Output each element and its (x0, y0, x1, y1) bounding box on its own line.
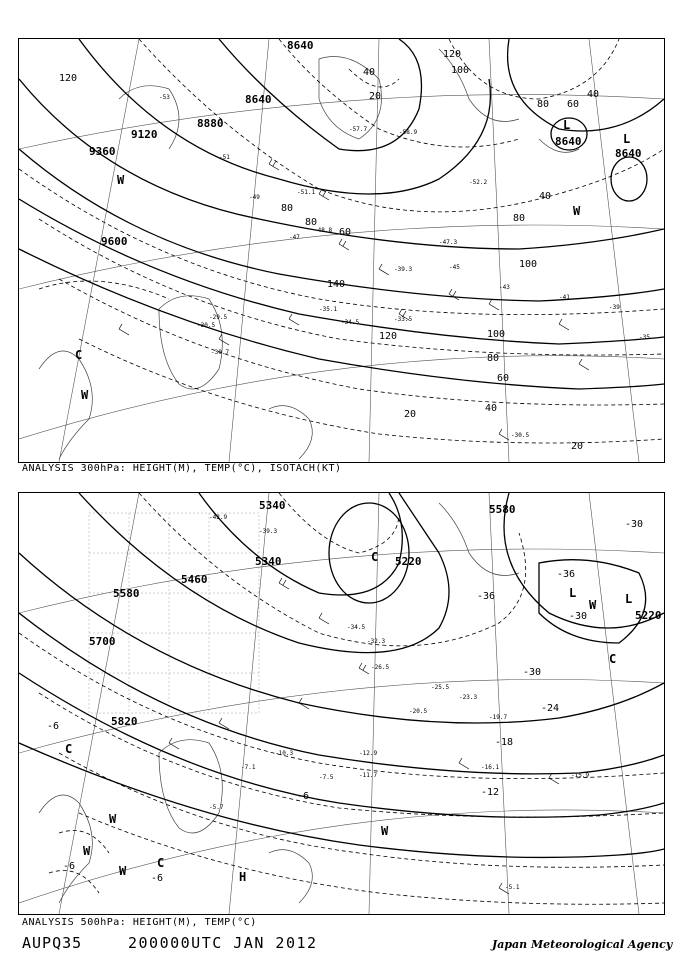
station-temp: -11.7 (359, 772, 378, 779)
station-temp: -34.5 (341, 319, 360, 326)
isotach-label: 80 (305, 217, 318, 228)
station-temp: -41 (559, 294, 570, 301)
station-temp: -5.1 (505, 884, 520, 891)
height-label: 5340 (255, 555, 282, 568)
pressure-center-label: H (239, 870, 247, 884)
station-temp: -30.5 (511, 432, 530, 439)
station-temp: -39 (609, 304, 620, 311)
isotach-label: 120 (379, 331, 398, 342)
height-label: 9600 (101, 235, 128, 248)
height-label: 5580 (113, 587, 140, 600)
pressure-center-label: W (381, 824, 389, 838)
height-label: 5700 (89, 635, 116, 648)
isotach-label: 40 (539, 191, 552, 202)
station-temp: -39.3 (394, 266, 413, 273)
pressure-center-label: C (157, 856, 165, 870)
map-300hpa (18, 38, 665, 463)
height-label: 8640 (245, 93, 272, 106)
pressure-center-label: C (609, 652, 617, 666)
pressure-center-label: L (623, 132, 631, 146)
station-temp: -48.8 (314, 227, 333, 234)
station-temp: -23.3 (459, 694, 478, 701)
isotach-label: 20 (369, 91, 382, 102)
station-temp: -53 (159, 94, 170, 101)
station-temp: -25.5 (431, 684, 450, 691)
station-temp: -29.5 (209, 314, 228, 321)
caption-500hpa: ANALYSIS 500hPa: HEIGHT(M), TEMP(°C) (22, 917, 257, 928)
pressure-center-group-500 (65, 550, 632, 884)
isotach-label: 120 (443, 49, 462, 60)
map-500hpa-canvas (19, 493, 664, 914)
station-temp: -15.9 (571, 772, 590, 779)
chart-code: AUPQ35 (22, 934, 83, 952)
station-temp: -52.2 (469, 179, 488, 186)
station-temp: -30.5 (197, 322, 216, 329)
station-temp: -58.9 (399, 129, 418, 136)
map-500hpa (18, 492, 665, 915)
station-temp: -57.7 (349, 126, 368, 133)
isotach-label: 60 (497, 373, 510, 384)
temp-label: -6 (151, 873, 164, 884)
temp-label: -6 (297, 791, 310, 802)
temp-label: -12 (481, 787, 500, 798)
station-temp: -33.5 (394, 316, 413, 323)
station-temp: -43 (499, 284, 510, 291)
isotach-label: 100 (519, 259, 538, 270)
station-temp: -10.3 (275, 750, 294, 757)
temp-label: -30 (625, 519, 644, 530)
height-label: 8640 (615, 147, 642, 160)
temp-label: -30 (523, 667, 542, 678)
isotach-label: 80 (281, 203, 294, 214)
height-contours (19, 493, 664, 857)
station-temp-group-500 (209, 514, 589, 891)
station-temp: -7.1 (241, 764, 256, 771)
temp-label: -36 (477, 591, 496, 602)
height-label: 5340 (259, 499, 286, 512)
height-label: 5220 (635, 609, 662, 622)
station-temp: -47.3 (439, 239, 458, 246)
isotach-label: 140 (327, 279, 346, 290)
station-temp: -47 (289, 234, 300, 241)
wind-barbs (119, 159, 589, 440)
valid-time: 200000UTC JAN 2012 (128, 934, 318, 952)
height-label: 5220 (395, 555, 422, 568)
isotach-label: 80 (513, 213, 526, 224)
height-label: 5820 (111, 715, 138, 728)
station-temp: -26.5 (371, 664, 390, 671)
pressure-center-group-300 (75, 118, 630, 402)
station-temp: -42.9 (209, 514, 228, 521)
isotach-label: 60 (567, 99, 580, 110)
station-temp: -51.1 (297, 189, 316, 196)
isotach-label-group-300 (59, 49, 599, 452)
isotach-label: 80 (487, 353, 500, 364)
station-temp: -19.7 (489, 714, 508, 721)
isotach-label: 40 (485, 403, 498, 414)
pressure-center-label: L (563, 118, 571, 132)
pressure-center-label: W (573, 204, 581, 218)
isotach-label: 100 (451, 65, 470, 76)
station-temp: -34.5 (347, 624, 366, 631)
pressure-center-label: W (81, 388, 89, 402)
station-temp: -16.1 (481, 764, 500, 771)
pressure-center-label: L (625, 592, 633, 606)
pressure-center-label: W (83, 844, 91, 858)
station-temp: -49 (249, 194, 260, 201)
pressure-center-label: W (109, 812, 117, 826)
pressure-center-label: C (65, 742, 73, 756)
station-temp: -5.7 (209, 804, 224, 811)
coastlines (39, 49, 579, 459)
agency-name: Japan Meteorological Agency (492, 938, 673, 951)
station-temp: -12.9 (359, 750, 378, 757)
station-temp: -45 (449, 264, 460, 271)
pressure-center-label: W (119, 864, 127, 878)
isotach-label: 40 (363, 67, 376, 78)
isotach-label: 100 (487, 329, 506, 340)
height-label: 8880 (197, 117, 224, 130)
temp-label: -36 (557, 569, 576, 580)
latlon-grid (19, 493, 664, 914)
temp-label: -6 (47, 721, 60, 732)
station-temp: -35 (639, 334, 650, 341)
height-label: 9120 (131, 128, 158, 141)
temp-label: -24 (541, 703, 560, 714)
station-temp: -20.5 (409, 708, 428, 715)
pressure-center-label: W (589, 598, 597, 612)
isotach-label: 60 (339, 227, 352, 238)
temp-label-group-500 (47, 519, 643, 884)
station-temp: -35.1 (319, 306, 338, 313)
height-label: 9360 (89, 145, 116, 158)
pressure-center-label: C (75, 348, 83, 362)
isotach-label: 120 (59, 73, 78, 84)
station-temp: -51 (219, 154, 230, 161)
station-temp: -39.3 (259, 528, 278, 535)
temp-label: -6 (63, 861, 76, 872)
isotach-label: 80 (537, 99, 550, 110)
height-label: 8640 (287, 39, 314, 52)
station-temp: -30.7 (211, 349, 230, 356)
station-temp: -32.3 (367, 638, 386, 645)
pressure-center-label: W (117, 173, 125, 187)
temp-label: -30 (569, 611, 588, 622)
isotach-label: 40 (587, 89, 600, 100)
height-label: 8640 (555, 135, 582, 148)
height-label: 5580 (489, 503, 516, 516)
caption-300hpa: ANALYSIS 300hPa: HEIGHT(M), TEMP(°C), ISOTACH(KT) (22, 463, 342, 474)
map-300hpa-canvas (19, 39, 664, 462)
pressure-center-label: C (371, 550, 379, 564)
temp-label: -18 (495, 737, 514, 748)
pressure-center-label: L (569, 586, 577, 600)
height-label: 5460 (181, 573, 208, 586)
station-temp: -7.5 (319, 774, 334, 781)
isotach-label: 20 (571, 441, 584, 452)
isotach-label: 20 (404, 409, 417, 420)
